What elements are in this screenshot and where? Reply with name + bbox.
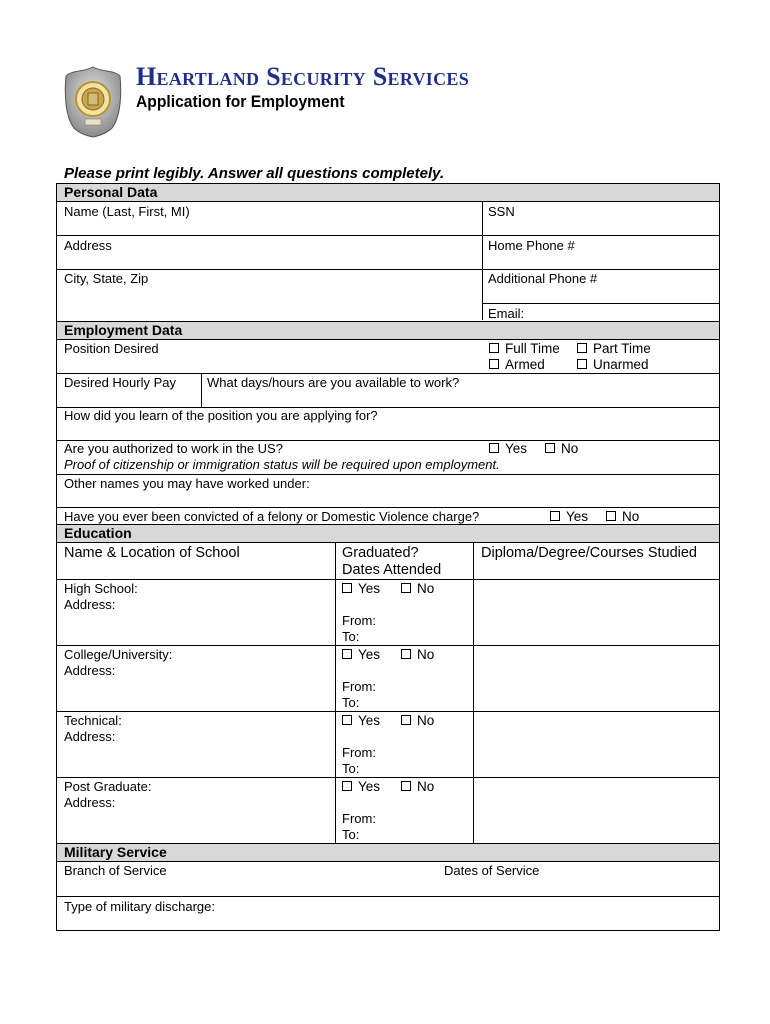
divider xyxy=(482,303,719,304)
ssn-field[interactable]: SSN xyxy=(488,204,515,219)
authorized-no-option[interactable] xyxy=(545,441,578,456)
name-field[interactable]: Name (Last, First, MI) xyxy=(64,204,190,219)
to-date-field[interactable]: To: xyxy=(342,629,360,644)
badge-logo xyxy=(64,66,122,138)
option-label: Full Time xyxy=(505,341,560,356)
hourly-pay-field[interactable]: Desired Hourly Pay xyxy=(64,375,176,390)
checkbox-icon[interactable] xyxy=(401,715,411,725)
position-desired-field[interactable]: Position Desired xyxy=(64,341,159,356)
school-address-label[interactable]: Address: xyxy=(64,663,116,678)
section-title: Military Service xyxy=(64,844,167,860)
divider xyxy=(57,777,719,778)
form-subtitle: Application for Employment xyxy=(136,92,345,111)
option-label: Part Time xyxy=(593,341,651,356)
option-label: Yes xyxy=(358,713,381,728)
from-date-field[interactable]: From: xyxy=(342,679,376,694)
other-names-field[interactable]: Other names you may have worked under: xyxy=(64,476,310,491)
section-military-service xyxy=(57,843,719,862)
graduated-yes-option[interactable] xyxy=(342,647,380,662)
option-label: No xyxy=(417,647,435,662)
checkbox-icon[interactable] xyxy=(401,649,411,659)
felony-question: Have you ever been convicted of a felony or Domestic Violence charge? xyxy=(64,509,480,524)
citizenship-proof-note: Proof of citizenship or immigration status will be required upon employment. xyxy=(64,457,500,472)
availability-field[interactable]: What days/hours are you available to work? xyxy=(207,375,460,390)
section-employment-data xyxy=(57,321,719,340)
school-type-label[interactable]: Technical: xyxy=(64,713,122,728)
checkbox-icon[interactable] xyxy=(577,359,587,369)
section-title: Personal Data xyxy=(64,184,158,200)
divider xyxy=(57,373,719,374)
divider xyxy=(57,896,719,897)
option-label: Yes xyxy=(358,647,381,662)
divider xyxy=(57,235,719,236)
checkbox-icon[interactable] xyxy=(342,649,352,659)
option-label: Yes xyxy=(358,779,381,794)
felony-yes-option[interactable] xyxy=(550,509,588,524)
checkbox-icon[interactable] xyxy=(489,443,499,453)
checkbox-icon[interactable] xyxy=(577,343,587,353)
checkbox-icon[interactable] xyxy=(342,781,352,791)
section-education xyxy=(57,524,719,543)
graduated-no-option[interactable] xyxy=(401,779,434,794)
school-type-label[interactable]: High School: xyxy=(64,581,138,596)
divider xyxy=(335,543,336,844)
divider xyxy=(201,373,202,407)
school-address-label[interactable]: Address: xyxy=(64,729,116,744)
from-date-field[interactable]: From: xyxy=(342,811,376,826)
branch-of-service-field[interactable]: Branch of Service xyxy=(64,863,167,878)
dates-of-service-field[interactable]: Dates of Service xyxy=(444,863,540,878)
checkbox-icon[interactable] xyxy=(489,359,499,369)
from-date-field[interactable]: From: xyxy=(342,613,376,628)
school-address-label[interactable]: Address: xyxy=(64,597,116,612)
school-address-label[interactable]: Address: xyxy=(64,795,116,810)
additional-phone-field[interactable]: Additional Phone # xyxy=(488,271,598,286)
column-header-dates: Dates Attended xyxy=(342,562,442,578)
divider xyxy=(57,579,719,580)
divider xyxy=(57,645,719,646)
learn-position-field[interactable]: How did you learn of the position you are applying for? xyxy=(64,408,378,423)
divider xyxy=(57,507,719,508)
instructions: Please print legibly. Answer all questions completely. xyxy=(64,165,445,182)
home-phone-field[interactable]: Home Phone # xyxy=(488,238,575,253)
checkbox-icon[interactable] xyxy=(342,715,352,725)
option-label: Yes xyxy=(505,441,528,456)
graduated-yes-option[interactable] xyxy=(342,713,380,728)
email-field[interactable]: Email: xyxy=(488,306,525,321)
discharge-type-field[interactable]: Type of military discharge: xyxy=(64,899,216,914)
part-time-option[interactable] xyxy=(577,341,651,356)
school-type-label[interactable]: College/University: xyxy=(64,647,173,662)
graduated-no-option[interactable] xyxy=(401,647,434,662)
option-label: Yes xyxy=(566,509,589,524)
option-label: No xyxy=(417,779,435,794)
column-header-graduated: Graduated? xyxy=(342,545,419,561)
to-date-field[interactable]: To: xyxy=(342,761,360,776)
divider xyxy=(57,269,719,270)
divider xyxy=(57,474,719,475)
company-name: Heartland Security Services xyxy=(136,62,470,91)
city-state-zip-field[interactable]: City, State, Zip xyxy=(64,271,149,286)
option-label: No xyxy=(622,509,640,524)
checkbox-icon[interactable] xyxy=(401,583,411,593)
option-label: No xyxy=(417,713,435,728)
from-date-field[interactable]: From: xyxy=(342,745,376,760)
checkbox-icon[interactable] xyxy=(606,511,616,521)
address-field[interactable]: Address xyxy=(64,238,112,253)
authorized-yes-option[interactable] xyxy=(489,441,527,456)
divider xyxy=(473,543,474,844)
checkbox-icon[interactable] xyxy=(550,511,560,521)
to-date-field[interactable]: To: xyxy=(342,695,360,710)
graduated-no-option[interactable] xyxy=(401,713,434,728)
column-header-school: Name & Location of School xyxy=(64,545,240,561)
option-label: Armed xyxy=(505,357,545,372)
checkbox-icon[interactable] xyxy=(401,781,411,791)
option-label: Unarmed xyxy=(593,357,649,372)
option-label: No xyxy=(561,441,579,456)
section-title: Employment Data xyxy=(64,322,183,338)
armed-option[interactable] xyxy=(489,357,545,372)
felony-no-option[interactable] xyxy=(606,509,639,524)
graduated-yes-option[interactable] xyxy=(342,779,380,794)
checkbox-icon[interactable] xyxy=(342,583,352,593)
divider xyxy=(57,711,719,712)
full-time-option[interactable] xyxy=(489,341,560,356)
section-personal-data xyxy=(57,183,719,202)
column-header-diploma: Diploma/Degree/Courses Studied xyxy=(481,545,697,561)
option-label: Yes xyxy=(358,581,381,596)
to-date-field[interactable]: To: xyxy=(342,827,360,842)
checkbox-icon[interactable] xyxy=(545,443,555,453)
checkbox-icon[interactable] xyxy=(489,343,499,353)
authorized-question: Are you authorized to work in the US? xyxy=(64,441,283,456)
school-type-label[interactable]: Post Graduate: xyxy=(64,779,152,794)
section-title: Education xyxy=(64,525,132,541)
graduated-yes-option[interactable] xyxy=(342,581,380,596)
graduated-no-option[interactable] xyxy=(401,581,434,596)
option-label: No xyxy=(417,581,435,596)
unarmed-option[interactable] xyxy=(577,357,649,372)
